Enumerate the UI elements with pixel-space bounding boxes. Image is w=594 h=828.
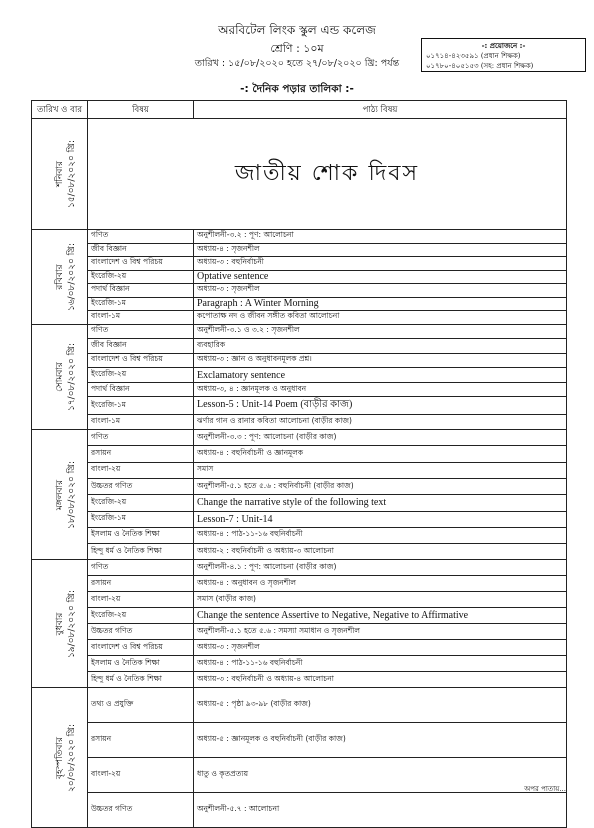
topic-cell: সমাস (বাড়ীর কাজ) [194, 592, 567, 608]
day-label [54, 724, 78, 792]
day-name: মঙ্গলবার [55, 479, 66, 510]
table-row [32, 462, 567, 478]
topic-cell: অধ্যায়-৫ : পৃষ্ঠা ৯৩-৯৮ (বাড়ীর কাজ) [194, 688, 567, 723]
topic-cell: অধ্যায়-৪ : বহুনির্বাচনী ও জ্ঞানমূলক [194, 446, 567, 462]
topic-cell: Lesson-5 : Unit-14 Poem (বাড়ীর কাজ) [194, 397, 567, 415]
topic-cell: Change the narrative style of the following text [194, 495, 567, 511]
day-cell [32, 688, 88, 828]
table-row [32, 270, 567, 284]
subject-cell: হিন্দু ধর্ম ও নৈতিক শিক্ষা [88, 672, 194, 688]
contact-assistant-head: ০১৭৮০-৪০৫১৫৩ (সহ: প্রধান শিক্ষক) [426, 62, 534, 70]
header-topic: পাঠ্য বিষয় [194, 101, 567, 119]
subject-cell: রসায়ন [88, 446, 194, 462]
table-row [32, 656, 567, 672]
subject-cell: বাংলাদেশ ও বিশ্ব পরিচয় [88, 640, 194, 656]
topic-cell: Lesson-7 : Unit-14 [194, 511, 567, 527]
day-cell [32, 324, 88, 430]
subject-cell: উচ্চতর গণিত [88, 793, 194, 828]
topic-cell: অনুশীলনী-৩.১ ও ৩.২ : সৃজনশীল [194, 324, 567, 339]
table-row [32, 527, 567, 543]
day-name: শনিবার [55, 161, 66, 187]
day-cell [32, 430, 88, 560]
table-row [32, 311, 567, 325]
table-row [32, 608, 567, 624]
subject-cell: উচ্চতর গণিত [88, 478, 194, 494]
subject-cell: ইসলাম ও নৈতিক শিক্ষা [88, 656, 194, 672]
subject-cell: বাংলা-২য় [88, 592, 194, 608]
subject-cell: ইংরেজি-২য় [88, 270, 194, 284]
day-date: ১৮/০৮/২০২০ খ্রি: [67, 460, 78, 529]
table-row [32, 297, 567, 311]
topic-cell: অনুশীলনী-৫.১ হতে ৫.৬ : বহুনির্বাচনী (বাড়ীর কাজ) [194, 478, 567, 494]
day-date: ১৫/০৮/২০২০ খ্রি: [67, 139, 78, 209]
topic-cell: Change the sentence Assertive to Negative, Negative to Affirmative [194, 608, 567, 624]
table-row [32, 230, 567, 244]
day-name: রবিবার [55, 264, 66, 290]
date-range: তারিখ : ১৫/০৮/২০২০ হতে ২৭/০৮/২০২০ খ্রি: পর্যন্ত [194, 58, 400, 69]
subject-cell: হিন্দু ধর্ম ও নৈতিক শিক্ষা [88, 544, 194, 560]
table-row [32, 672, 567, 688]
contact-box [421, 38, 586, 72]
topic-cell: অনুশীলনী-৩.৩ : পূণ: আলোচনা (বাড়ীর কাজ) [194, 430, 567, 446]
subject-cell: ইংরেজি-২য় [88, 368, 194, 383]
subject-cell: বাংলাদেশ ও বিশ্ব পরিচয় [88, 353, 194, 368]
day-cell [32, 230, 88, 325]
school-name: অরবিটেল লিংক স্কুল এন্ড কলেজ [218, 23, 376, 37]
subject-cell: ইংরেজি-১ম [88, 397, 194, 415]
subject-cell: পদার্থ বিজ্ঞান [88, 382, 194, 397]
subject-cell: বাংলা-২য় [88, 462, 194, 478]
table-row [32, 339, 567, 354]
table-row [32, 430, 567, 446]
topic-cell: অধ্যায়-৩ : বহুনির্বাচনী ও অধ্যায়-৪ আলোচনা [194, 672, 567, 688]
topic-cell: Optative sentence [194, 270, 567, 284]
subject-cell: বাংলাদেশ ও বিশ্ব পরিচয় [88, 257, 194, 271]
topic-cell: অনুশীলনী-৪.১ : পূণ: আলোচনা (বাড়ীর কাজ) [194, 560, 567, 576]
table-row [32, 368, 567, 383]
subject-cell: ইংরেজি-২য় [88, 495, 194, 511]
topic-cell: Exclamatory sentence [194, 368, 567, 383]
topic-cell: অনুশীলনী-৫.৭ : আলোচনা [194, 793, 567, 828]
contact-title: -: প্রয়োজনে :- [481, 42, 526, 50]
day-date: ১৬/০৮/২০২০ খ্রি: [67, 242, 78, 311]
topic-cell: কপোতাক্ষ নদ ও জীবন সঙ্গীত কবিতা আলোচনা [194, 311, 567, 325]
subject-cell: রসায়ন [88, 723, 194, 758]
table-row [32, 415, 567, 430]
topic-cell: ঝর্ণার গান ও রানার কবিতা আলোচনা (বাড়ীর কাজ) [194, 415, 567, 430]
subject-cell: ইসলাম ও নৈতিক শিক্ষা [88, 527, 194, 543]
day-date: ১৯/০৮/২০২০ খ্রি: [67, 589, 78, 658]
topic-cell: অধ্যায়-২ : বহুনির্বাচনী ও অধ্যায়-৩ আলোচনা [194, 544, 567, 560]
day-name: সোমবার [55, 361, 66, 392]
subject-cell: ইংরেজি-২য় [88, 608, 194, 624]
class-label: শ্রেণি : ১০ম [270, 42, 324, 55]
table-row [32, 382, 567, 397]
daily-study-table [31, 100, 567, 828]
table-row [32, 544, 567, 560]
table-row [32, 793, 567, 828]
topic-cell: অধ্যায়-৪ : পাঠ-১১-১৬ বহুনির্বাচনী [194, 527, 567, 543]
topic-cell: Paragraph : A Winter Morning [194, 297, 567, 311]
subject-cell: গণিত [88, 324, 194, 339]
table-row [32, 624, 567, 640]
topic-cell: ধাতু ও কৃতপ্রত্যয় [194, 758, 567, 793]
topic-cell: অধ্যায়-৪ : পাঠ-১১-১৬ বহুনির্বাচনী [194, 656, 567, 672]
day-date: ১৭/০৮/২০২০ খ্রি: [67, 342, 78, 411]
table-row [32, 397, 567, 415]
subject-cell: তথ্য ও প্রযুক্তি [88, 688, 194, 723]
table-row [32, 284, 567, 298]
table-row [32, 758, 567, 793]
table-row [32, 576, 567, 592]
subject-cell: বাংলা-২য় [88, 758, 194, 793]
subject-cell: জীব বিজ্ঞান [88, 243, 194, 257]
topic-cell: অনুশীলনী-৫.১ হতে ৫.৬ : সমস্যা সমাধান ও সৃজনশীল [194, 624, 567, 640]
table-row [32, 640, 567, 656]
day-date: ২০/০৮/২০২০ খ্রি: [67, 723, 78, 792]
subject-cell: পদার্থ বিজ্ঞান [88, 284, 194, 298]
table-row [32, 478, 567, 494]
table-row [32, 119, 567, 230]
table-row [32, 446, 567, 462]
subject-cell: জীব বিজ্ঞান [88, 339, 194, 354]
day-label [54, 590, 78, 658]
continued-note: অপর পাতায়... [524, 785, 566, 793]
subject-cell: গণিত [88, 430, 194, 446]
day-label [54, 461, 78, 529]
topic-cell: অনুশীলনী-৩.২ : পূণ: আলোচনা [194, 230, 567, 244]
topic-cell: অধ্যায়-৩ : সৃজনশীল [194, 284, 567, 298]
topic-cell: ব্যবহারিক [194, 339, 567, 354]
day-label [54, 140, 78, 208]
table-header-row [32, 101, 567, 119]
topic-cell: অধ্যায়-৪ : সৃজনশীল [194, 243, 567, 257]
subject-cell: বাংলা-১ম [88, 311, 194, 325]
table-body [32, 119, 567, 828]
day-cell [32, 119, 88, 230]
subject-cell: রসায়ন [88, 576, 194, 592]
subject-cell: গণিত [88, 560, 194, 576]
table-row [32, 243, 567, 257]
table-row [32, 511, 567, 527]
topic-cell: অধ্যায়-৩, ৪ : জ্ঞানমূলক ও অনুধাবন [194, 382, 567, 397]
subject-cell: ইংরেজি-১ম [88, 297, 194, 311]
subject-cell: গণিত [88, 230, 194, 244]
routine-title: -: দৈনিক পড়ার তালিকা :- [222, 82, 372, 101]
day-cell [32, 560, 88, 688]
table-row [32, 592, 567, 608]
topic-cell: অধ্যায়-৫ : জ্ঞানমূলক ও বহুনির্বাচনী (বাড়ীর কাজ) [194, 723, 567, 758]
table-row [32, 560, 567, 576]
day-name: বুধবার [55, 612, 66, 636]
topic-cell: অধ্যায়-৩ : জ্ঞান ও অনুধাবনমূলক প্রশ্ন। [194, 353, 567, 368]
subject-cell: ইংরেজি-১ম [88, 511, 194, 527]
subject-cell: উচ্চতর গণিত [88, 624, 194, 640]
table-row [32, 688, 567, 723]
table-row [32, 495, 567, 511]
table-row [32, 257, 567, 271]
topic-cell: অধ্যায়-৩ : বহুনির্বাচনী [194, 257, 567, 271]
subject-cell: বাংলা-১ম [88, 415, 194, 430]
topic-cell: অধ্যায়-৪ : অনুধাবন ও সৃজনশীল [194, 576, 567, 592]
topic-cell: সমাস [194, 462, 567, 478]
header-subject: বিষয় [88, 101, 194, 119]
holiday-text: জাতীয় শোক দিবস [88, 119, 567, 230]
header-date-day: তারিখ ও বার [32, 101, 88, 119]
contact-headmaster: ০১৭১৪-৪২৩৫৯১ (প্রধান শিক্ষক) [426, 52, 521, 60]
day-label [54, 343, 78, 411]
table-row [32, 353, 567, 368]
topic-cell: অধ্যায়-৩ : সৃজনশীল [194, 640, 567, 656]
table-row [32, 324, 567, 339]
table-row [32, 723, 567, 758]
day-name: বৃহস্পতিবার [55, 736, 66, 779]
day-label [54, 243, 78, 311]
